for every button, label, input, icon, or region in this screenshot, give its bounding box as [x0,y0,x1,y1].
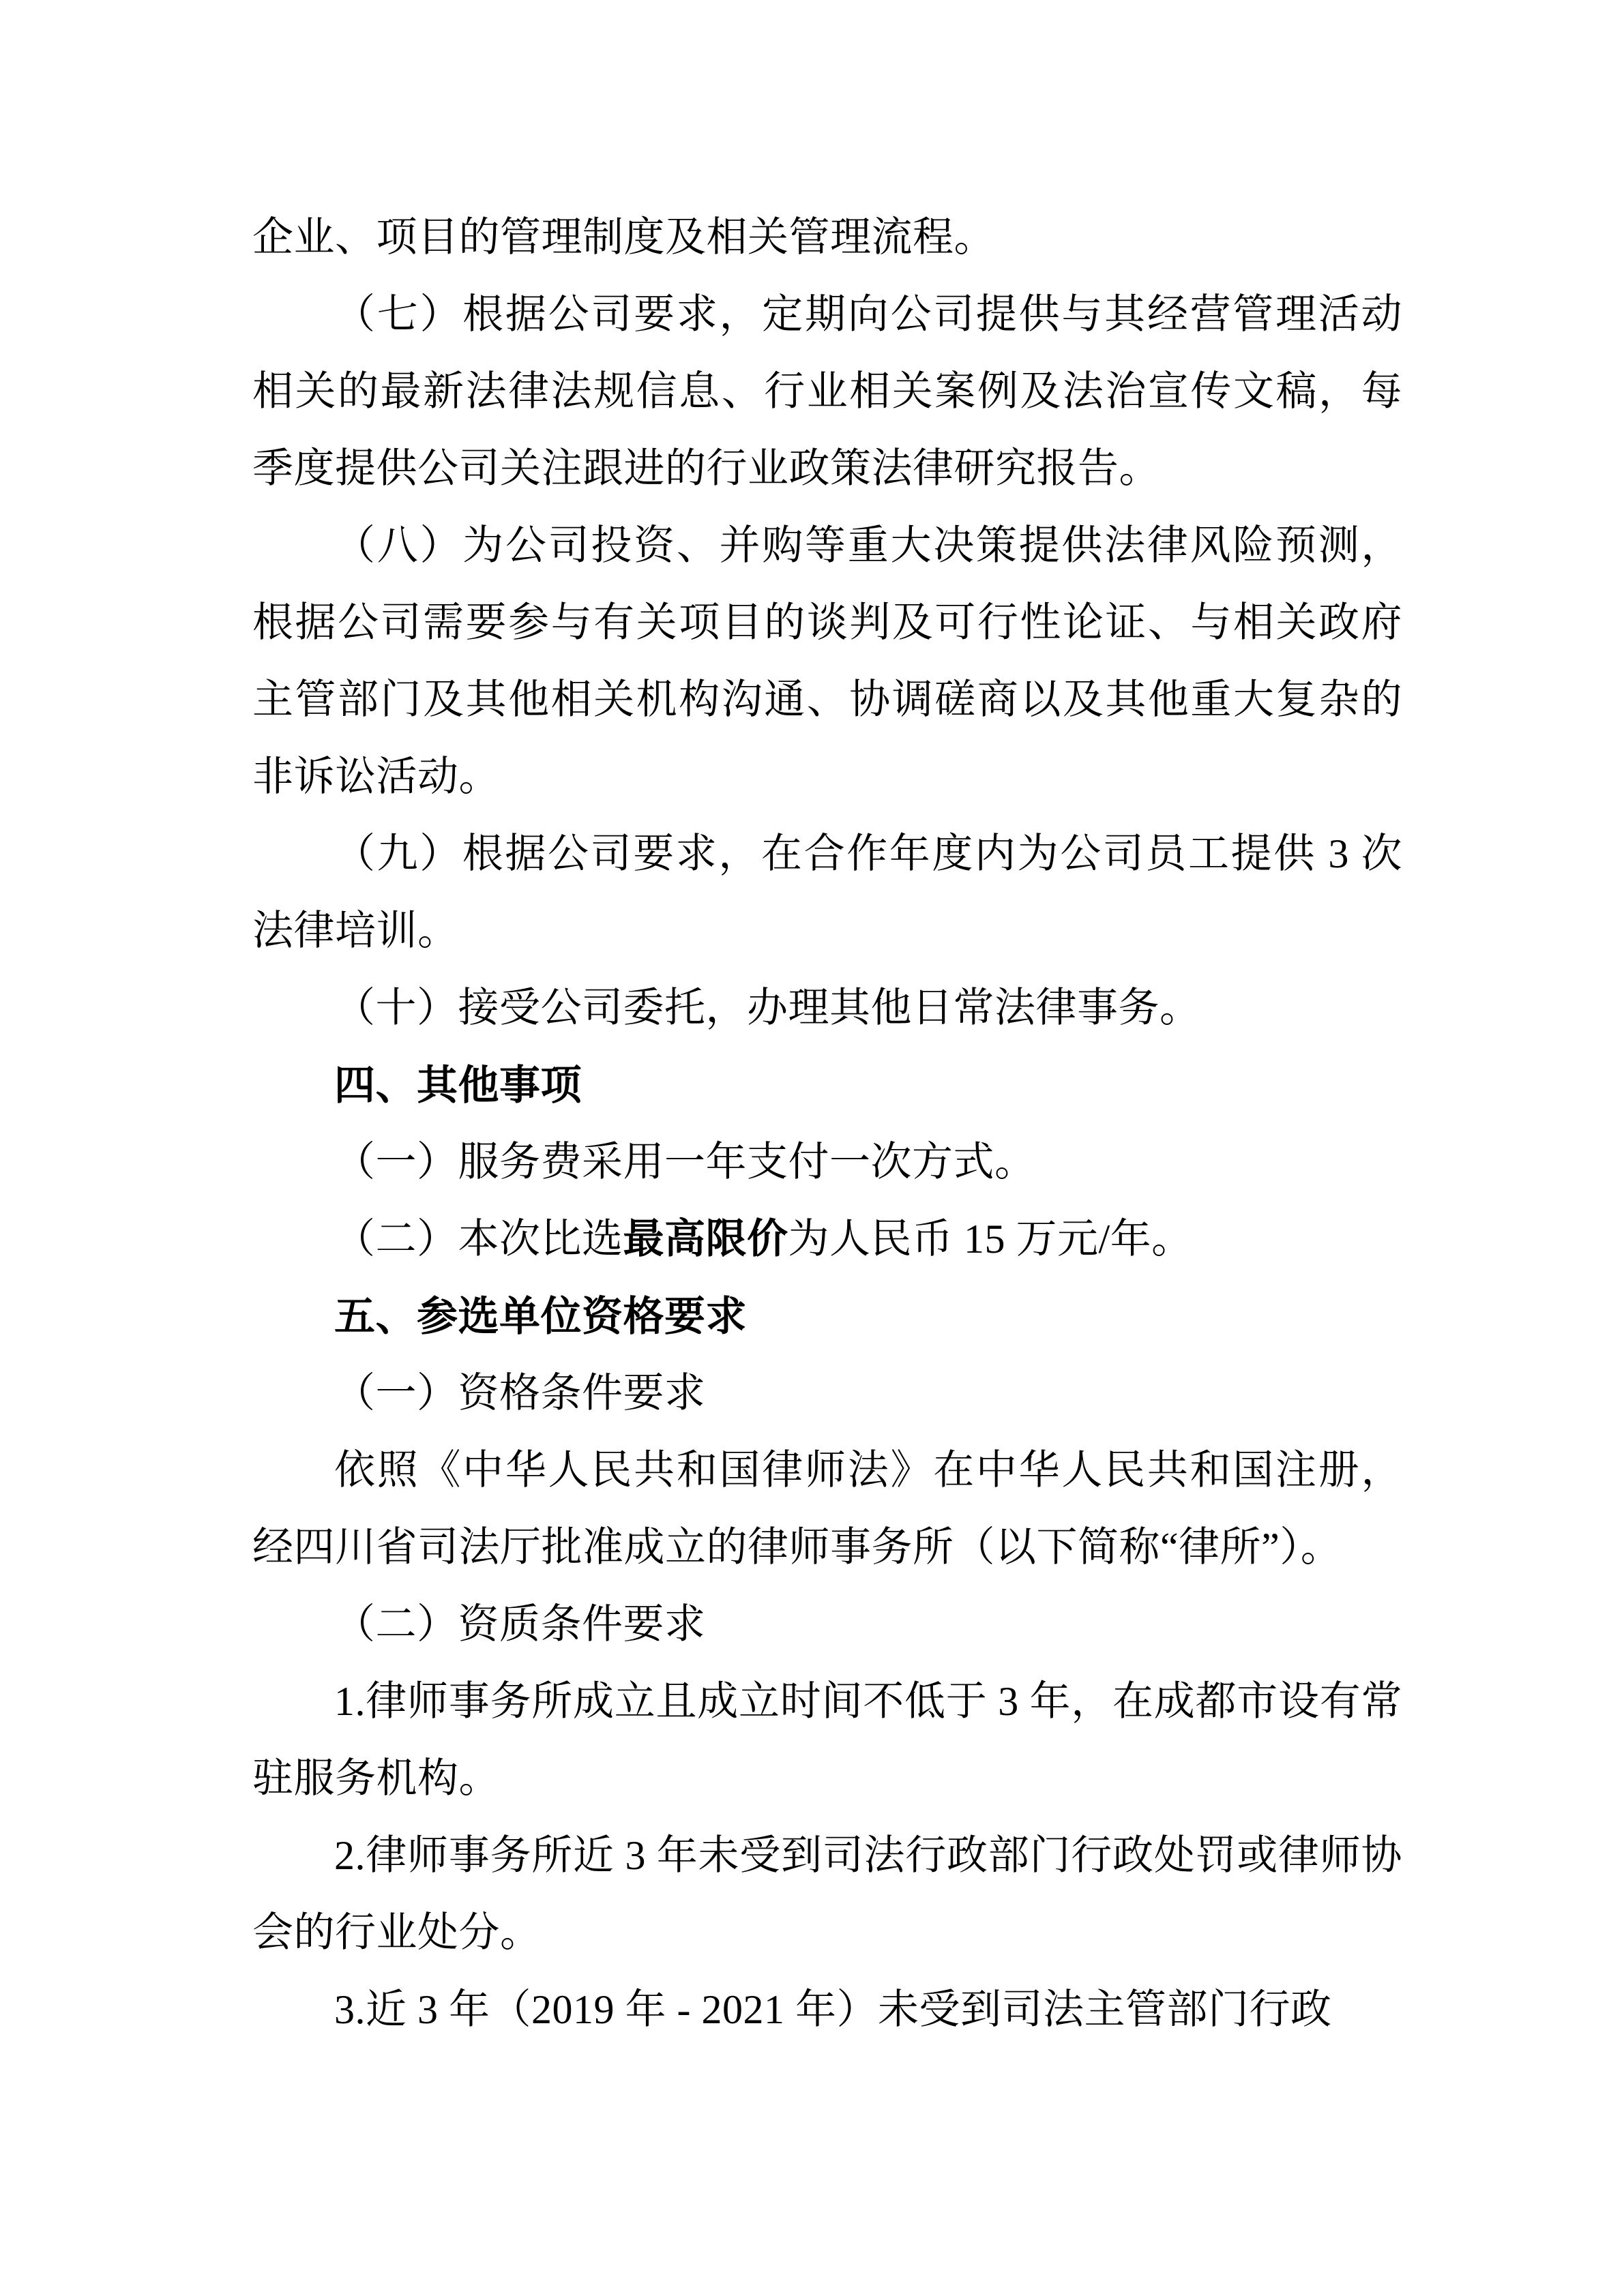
paragraph: （八）为公司投资、并购等重大决策提供法律风险预测，根据公司需要参与有关项目的谈判及可行性论证、与相关政府主管部门及其他相关机构沟通、协调磋商以及其他重大复杂的非诉讼活动。 [252,523,1402,799]
paragraph: 企业、项目的管理制度及相关管理流程。 [252,215,995,260]
paragraph: （一）服务费采用一年支付一次方式。 [334,1139,1036,1184]
document-body [252,199,1402,2048]
text-run: （二）本次比选 [334,1217,623,1262]
paragraph: （二）资质条件要求 [334,1602,706,1647]
paragraph: （十）接受公司委托，办理其他日常法律事务。 [334,985,1201,1030]
paragraph [252,1201,1402,1278]
bold-text: 最高限价 [623,1217,788,1262]
paragraph: （九）根据公司要求，在合作年度内为公司员工提供 3 次法律培训。 [252,831,1402,953]
paragraph: 1.律师事务所成立且成立时间不低于 3 年，在成都市设有常驻服务机构。 [252,1679,1402,1801]
section-heading: 五、参选单位资格要求 [334,1294,747,1339]
paragraph: （七）根据公司要求，定期向公司提供与其经营管理活动相关的最新法律法规信息、行业相关案例及法治宣传文稿，每季度提供公司关注跟进的行业政策法律研究报告。 [252,292,1402,491]
paragraph: 2.律师事务所近 3 年未受到司法行政部门行政处罚或律师协会的行业处分。 [252,1833,1402,1955]
section-heading: 四、其他事项 [334,1062,582,1108]
paragraph: 3.近 3 年（2019 年 - 2021 年）未受到司法主管部门行政 [334,1987,1332,2032]
paragraph: （一）资格条件要求 [334,1371,706,1416]
paragraph: 依照《中华人民共和国律师法》在中华人民共和国注册，经四川省司法厅批准成立的律师事务所（以下简称“律所”）。 [252,1448,1402,1570]
text-run: 为人民币 15 万元/年。 [788,1217,1193,1262]
